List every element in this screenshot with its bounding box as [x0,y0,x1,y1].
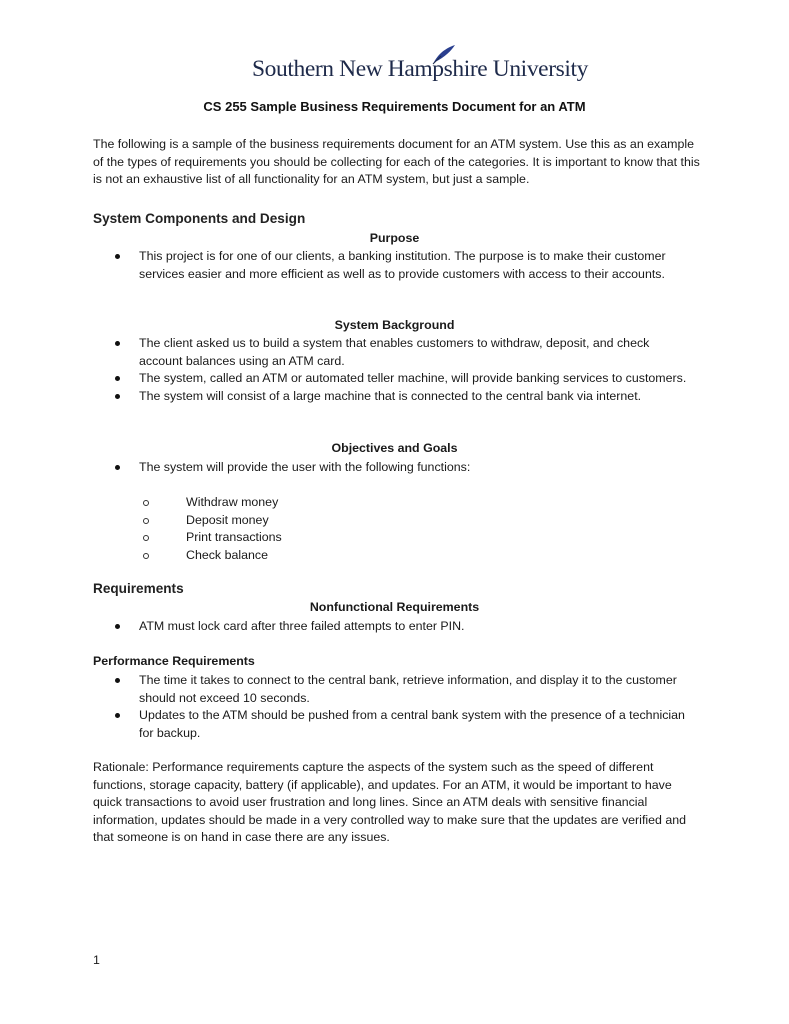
list-item: ATM must lock card after three failed attempts to enter PIN. [93,618,693,636]
university-logo [252,44,588,90]
circle-bullet-icon [143,518,149,524]
bullet-icon [115,465,120,470]
list-item: The time it takes to connect to the central bank, retrieve information, and display it to the customer should not exceed 10 seconds. [93,672,693,707]
circle-bullet-icon [143,500,149,506]
bullet-icon [115,254,120,259]
list-item: The client asked us to build a system that enables customers to withdraw, deposit, and check account balances using an ATM card. [93,335,693,370]
bullet-icon [115,341,120,346]
purpose-list [93,248,693,283]
list-item: This project is for one of our clients, a banking institution. The purpose is to make their customer services easier and more efficient as well as to provide customers with access to their accounts. [93,248,693,283]
list-item: Deposit money [138,512,282,530]
list-item: The system will consist of a large machine that is connected to the central bank via internet. [93,388,693,406]
nonfunctional-list [93,618,693,636]
circle-bullet-icon [143,553,149,559]
background-list [93,335,693,405]
list-item: The system will provide the user with the following functions: [93,459,693,477]
section-heading-system-components: System Components and Design [93,211,306,226]
subheading-objectives: Objectives and Goals [331,441,458,455]
subheading-performance: Performance Requirements [93,654,255,668]
subheading-purpose: Purpose [369,231,420,245]
list-item: Withdraw money [138,494,282,512]
bullet-icon [115,678,120,683]
bullet-icon [115,713,120,718]
page-number: 1 [93,953,100,967]
functions-list [138,494,282,564]
list-item: The system, called an ATM or automated teller machine, will provide banking services to customers. [93,370,693,388]
bullet-icon [115,394,120,399]
bullet-icon [115,376,120,381]
list-item: Updates to the ATM should be pushed from a central bank system with the presence of a technician for backup. [93,707,693,742]
rationale-paragraph: Rationale: Performance requirements capture the aspects of the system such as the speed of different functions, storage capacity, battery (if applicable), and updates. For an ATM, it would be important to have quick transactions to avoid user frustration and long lines. Since an ATM deals with sensitive financial information, updates should be made in a very controlled way to make sure that the updates are verified and that someone is on hand in case there are any issues. [93,760,687,845]
subheading-nonfunctional: Nonfunctional Requirements [309,600,480,614]
list-item: Print transactions [138,529,282,547]
intro-paragraph: The following is a sample of the business requirements document for an ATM system. Use this as an example of the types of requirements you should be collecting for each of the categories. It is important to know that this is not an exhaustive list of all functionality for an ATM system, but just a sample. [93,137,700,187]
document-title: CS 255 Sample Business Requirements Document for an ATM [203,99,586,114]
subheading-system-background: System Background [334,318,455,332]
performance-list [93,672,693,742]
circle-bullet-icon [143,535,149,541]
section-heading-requirements: Requirements [93,581,184,596]
list-item: Check balance [138,547,282,565]
bullet-icon [115,624,120,629]
logo-text: Southern New Hampshire University [252,56,588,82]
objectives-list [93,459,693,477]
